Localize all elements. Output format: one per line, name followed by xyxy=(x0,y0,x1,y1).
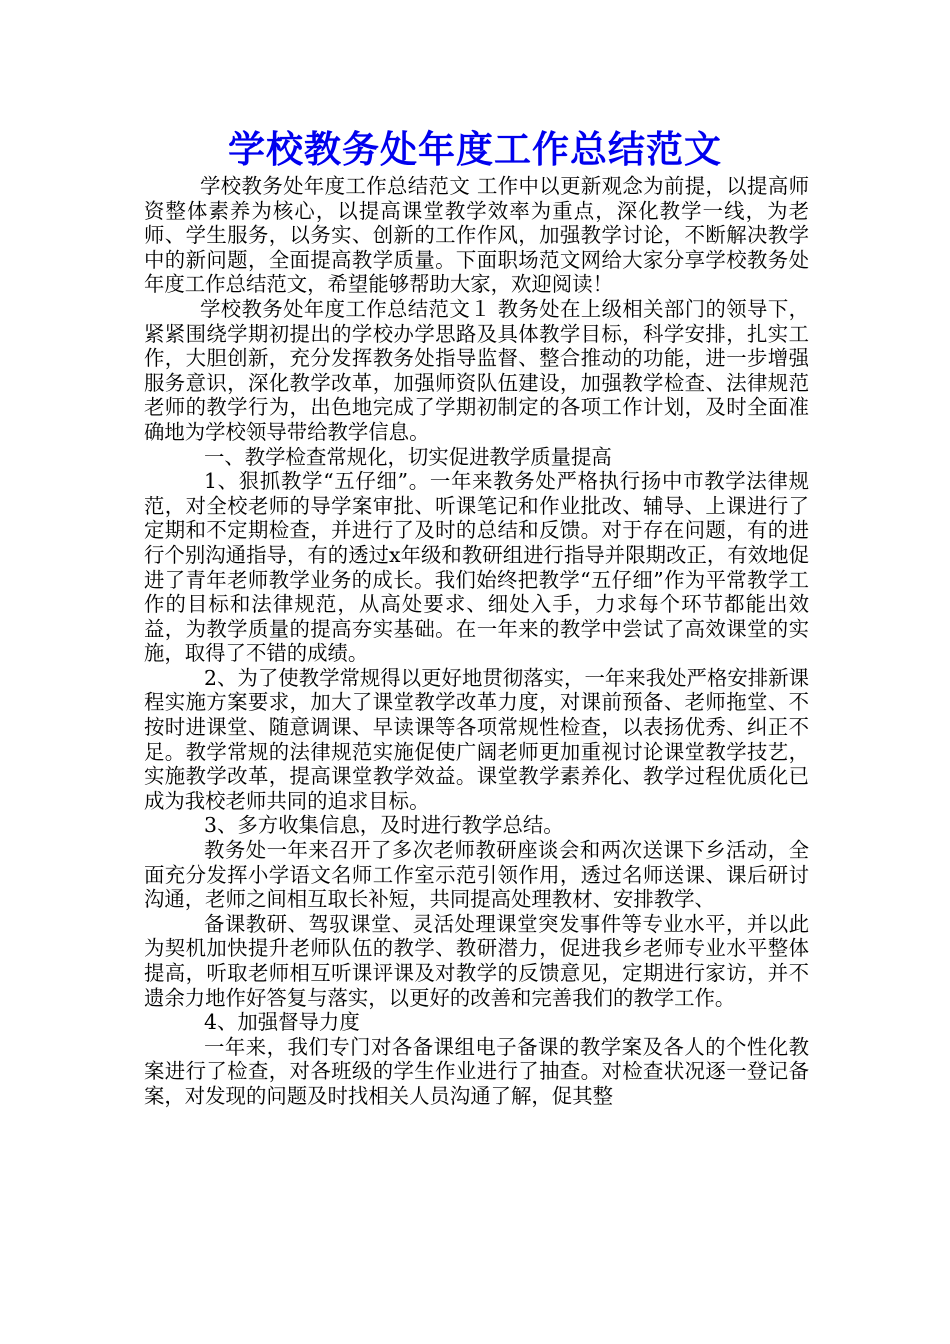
item-3-paragraph-b: 备课教研、驾驭课堂、灵活处理课堂突发事件等专业水平，并以此为契机加快提升老师队伍的教学、教研潜力，促进我乡老师专业水平整体提高，听取老师相互听课评课及对教学的反馈意见，定期进行家访，并不遗余力地作好答复与落实，以更好的改善和完善我们的教学工作。 xyxy=(144,911,809,1010)
item-4-heading: 4、加强督导力度 xyxy=(204,1010,360,1035)
item-1-paragraph: 1、狠抓教学“五仔细”。一年来教务处严格执行扬中市教学法律规范，对全校老师的导学案审批、听课笔记和作业批改、辅导、上课进行了定期和不定期检查，并进行了及时的总结和反馈。对于存在问题，有的进行个别沟通指导，有的透过x年级和教研组进行指导并限期改正，有效地促进了青年老师教学业务的成长。我们始终把教学“五仔细”作为平常教学工作的目标和法律规范，从高处要求、细处入手，力求每个环节都能出效益，为教学质量的提高夯实基础。在一年来的教学中尝试了高效课堂的实施，取得了不错的成绩。 xyxy=(144,469,809,666)
section-heading-1: 一、教学检查常规化，切实促进教学质量提高 xyxy=(204,444,612,469)
document-body xyxy=(144,174,809,1109)
item-3-heading: 3、多方收集信息，及时进行教学总结。 xyxy=(204,813,564,838)
intro-paragraph: 学校教务处年度工作总结范文 工作中以更新观念为前提，以提高师资整体素养为核心，以提高课堂教学效率为重点，深化教学一线，为老师、学生服务，以务实、创新的工作作风，加强教学讨论，不断解决教学中的新问题，全面提高教学质量。下面职场范文网给大家分享学校教务处年度工作总结范文，希望能够帮助大家，欢迎阅读！ xyxy=(144,174,809,297)
item-2-paragraph: 2、为了使教学常规得以更好地贯彻落实，一年来我处严格安排新课程实施方案要求，加大了课堂教学改革力度，对课前预备、老师拖堂、不按时进课堂、随意调课、早读课等各项常规性检查，以表扬优秀、纠正不足。教学常规的法律规范实施促使广阔老师更加重视讨论课堂教学技艺，实施教学改革，提高课堂教学效益。课堂教学素养化、教学过程优质化已成为我校老师共同的追求目标。 xyxy=(144,665,809,813)
paragraph-1: 学校教务处年度工作总结范文１ 教务处在上级相关部门的领导下，紧紧围绕学期初提出的学校办学思路及具体教学目标，科学安排，扎实工作，大胆创新，充分发挥教务处指导监督、整合推动的功能，进一步增强服务意识，深化教学改革，加强师资队伍建设，加强教学检查、法律规范老师的教学行为，出色地完成了学期初制定的各项工作计划，及时全面准确地为学校领导带给教学信息。 xyxy=(144,296,809,444)
document-title: 学校教务处年度工作总结范文 xyxy=(228,128,722,171)
item-3-paragraph-a: 教务处一年来召开了多次老师教研座谈会和两次送课下乡活动，全面充分发挥小学语文名师工作室示范引领作用，透过名师送课、课后研讨沟通，老师之间相互取长补短，共同提高处理教材、安排教学、 xyxy=(144,838,809,912)
item-4-paragraph: 一年来，我们专门对各备课组电子备课的教学案及各人的个性化教案进行了检查，对各班级的学生作业进行了抽查。对检查状况逐一登记备案，对发现的问题及时找相关人员沟通了解，促其整 xyxy=(144,1034,809,1108)
